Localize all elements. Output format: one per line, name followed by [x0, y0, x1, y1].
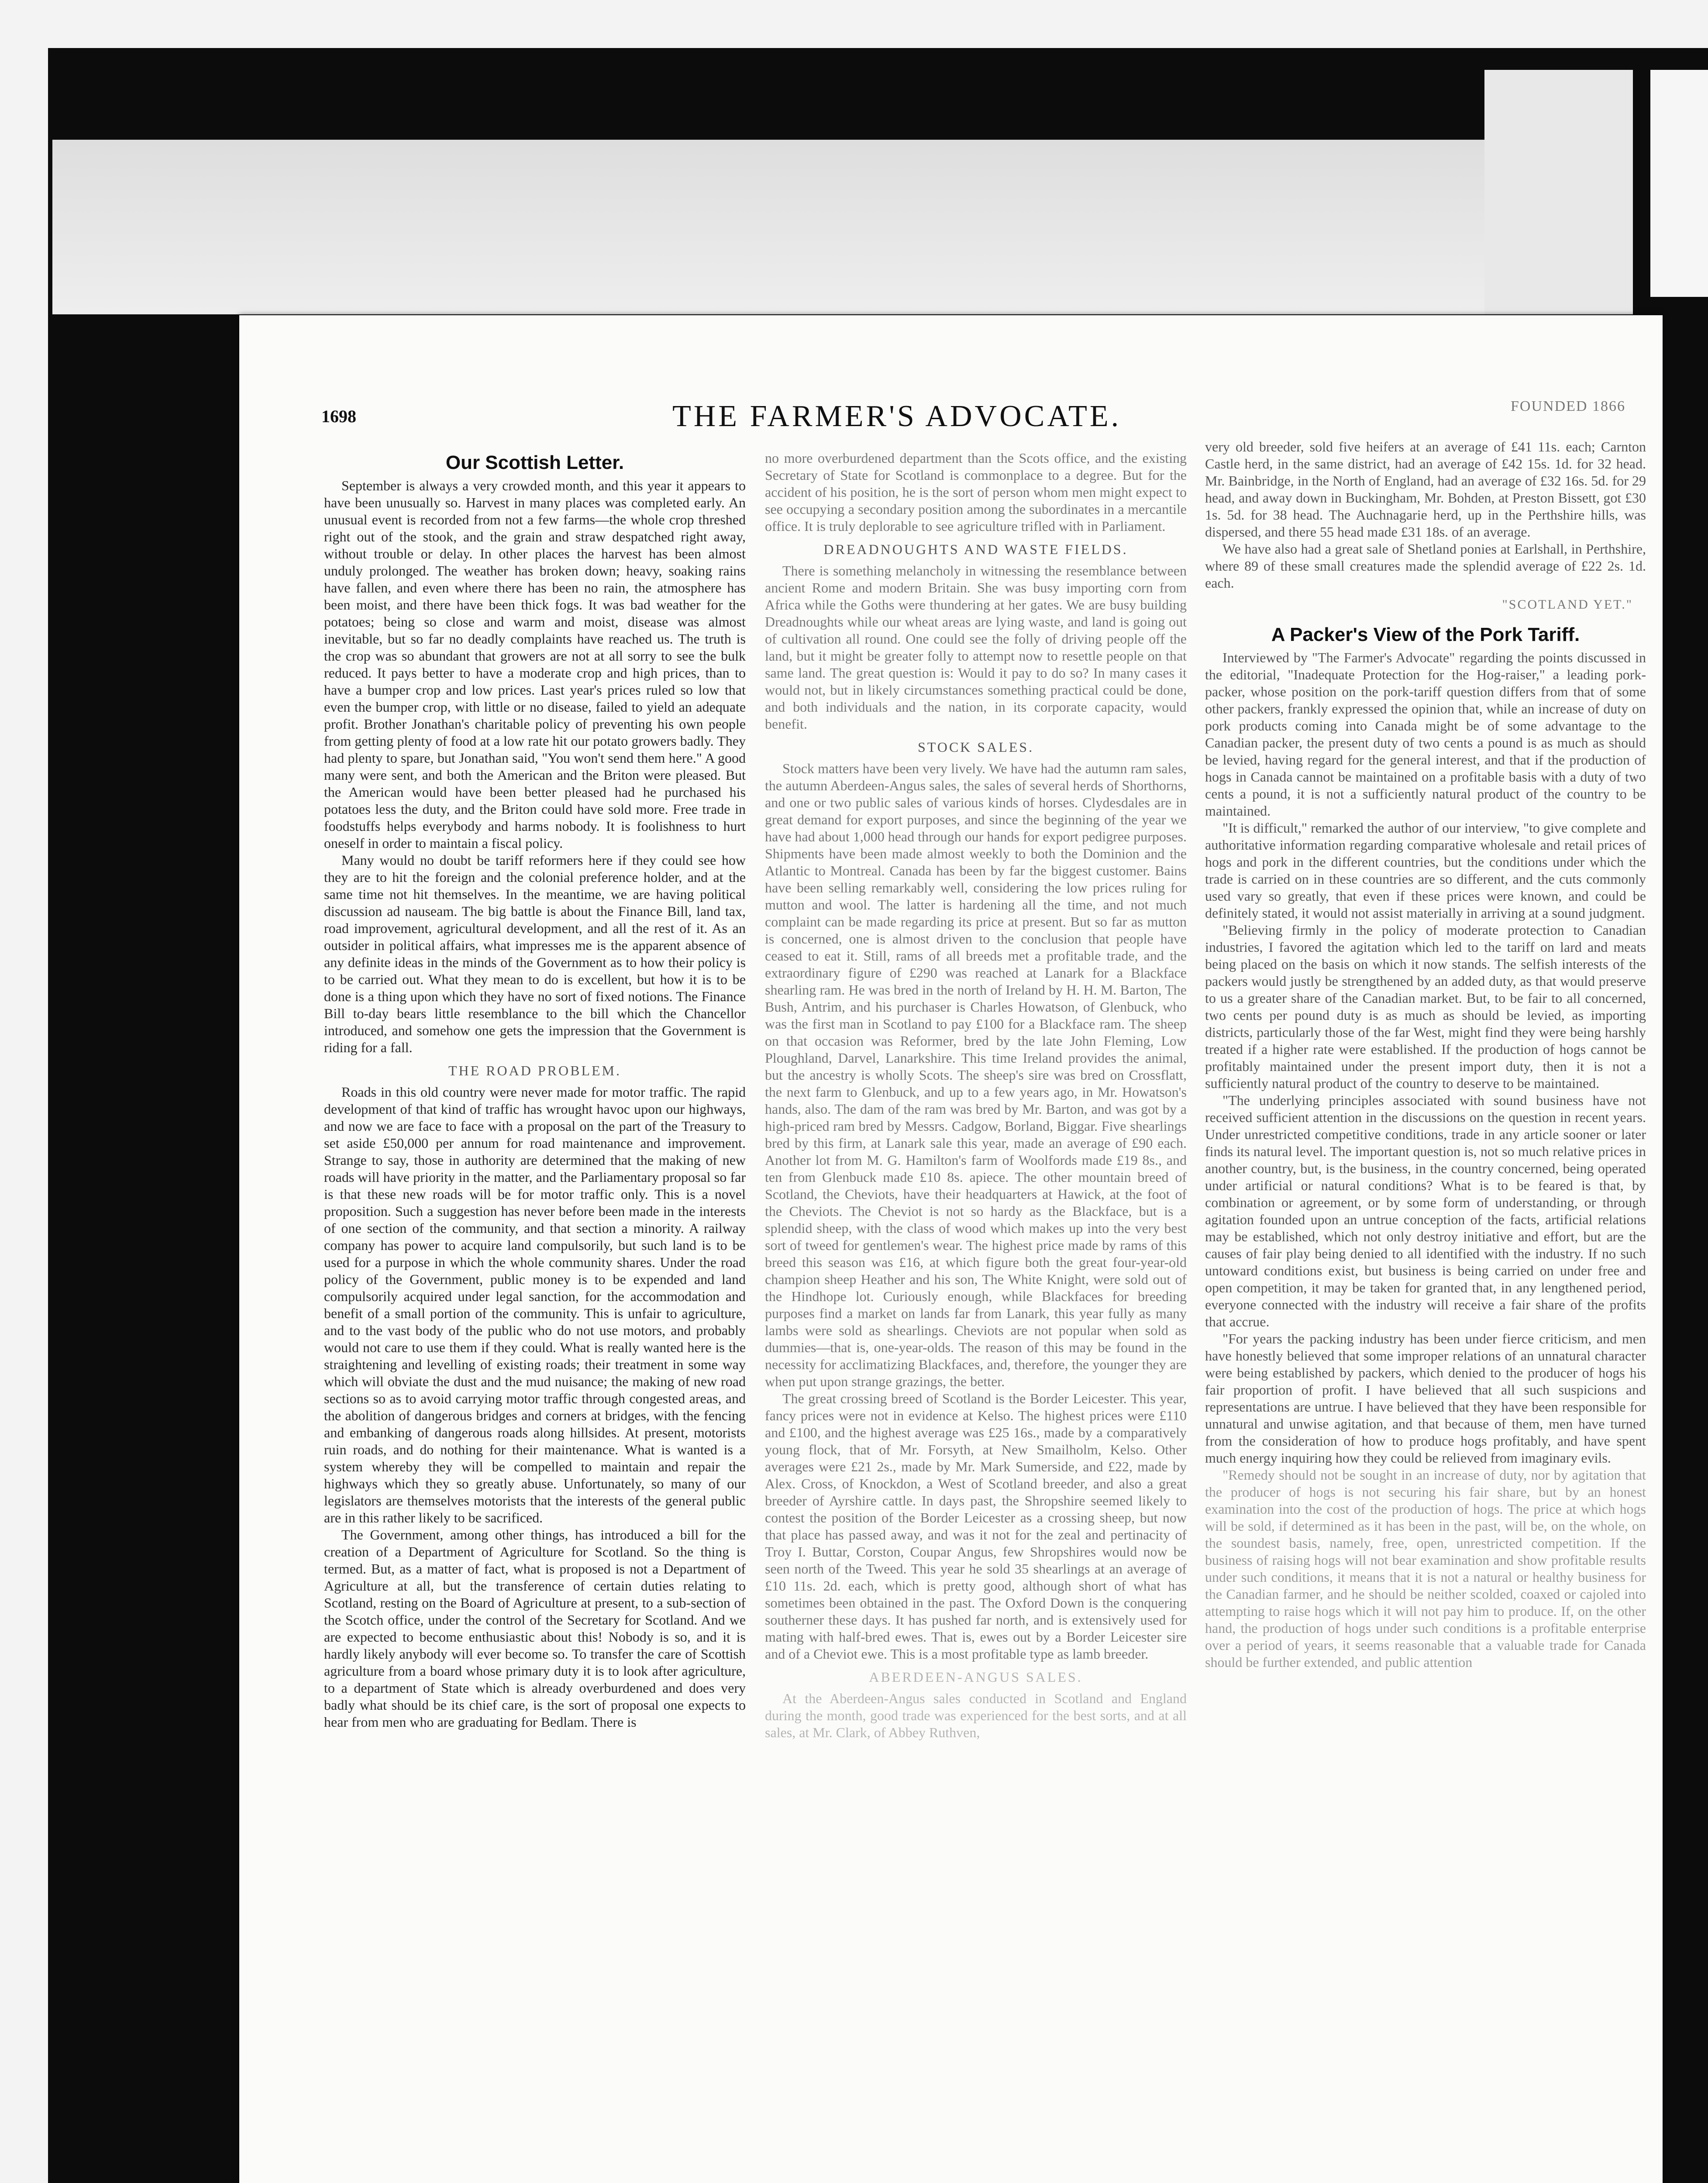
article-paragraph: "Remedy should not be sought in an increase of duty, nor by agitation that the producer of hogs is not securing his fair share, but by an honest examination into the cost of the production of hogs. The price at which hogs will be sold, if determined as it has been in the past, will be, on the whole, on the soundest basis, namely, free, open, unrestricted competition. If the business of raising hogs will not bear examination and show profitable results under such conditions, it means that it is not a natural or healthy business for the Canadian farmer, and he should be neither scolded, coaxed or cajoled into attempting to raise hogs which it will not pay him to produce. If, on the other hand, the production of hogs under such conditions is a profitable enterprise over a period of years, it seems reasonable that a valuable trade for Canada should be further extended, and public attention — [1205, 1467, 1646, 1670]
masthead-title: THE FARMER'S ADVOCATE. — [672, 399, 1122, 433]
article-heading: A Packer's View of the Pork Tariff. — [1271, 624, 1580, 645]
article-paragraph: The Government, among other things, has introduced a bill for the creation of a Department of Agriculture for Scotland. So the thing is termed. But, as a matter of fact, what is proposed is not a Department of Agriculture at all, but the transference of certain duties relating to Scotland, resting on the Board of Agriculture at present, to a sub-section of the Scotch office, under the control of the Secretary for Scotland. And we are expected to become enthusiastic about this! Nobody is so, and it is hardly likely anybody will ever become so. To transfer the care of Scottish agriculture from a board whose primary duty it is to look after agriculture, to a department of State which is already overburdened and does very badly what should be its chief care, is the sort of proposal one expects to hear from men who are graduating for Bedlam. There is — [324, 1527, 746, 1730]
article-paragraph: We have also had a great sale of Shetland ponies at Earlshall, in Perthshire, where 89 of these small creatures made the splendid average of £22 2s. 1d. each. — [1205, 541, 1646, 591]
film-sprocket-strip — [1681, 70, 1708, 297]
section-subheading: ABERDEEN-ANGUS SALES. — [869, 1669, 1083, 1685]
article-heading: Our Scottish Letter. — [445, 452, 624, 473]
section-subheading: STOCK SALES. — [917, 739, 1034, 755]
article-paragraph: The great crossing breed of Scotland is the Border Leicester. This year, fancy prices were not in evidence at Kelso. The highest prices were £110 and £100, and the highest average was £25 16s., made by a comparatively young flock, that of Mr. Forsyth, at New Smailholm, Kelso. Other averages were £21 2s., made by Mr. Mark Sumerside, and £22, made by Alex. Cross, of Knockdon, a West of Scotland breeder, and also a great breeder of Ayrshire cattle. In days past, the Shropshire seemed likely to contest the position of the Border Leicester as a crossing sheep, but now that place has passed away, and was it not for the zeal and pertinacity of Troy I. Buttar, Corston, Coupar Angus, few Shropshires would now be seen north of the Tweed. This year he sold 35 shearlings at an average of £10 11s. 2d. each, which is pretty good, although short of what has sometimes been obtained in the past. The Oxford Down is the conquering southerner these days. It has pushed far north, and is extensively used for mating with half-bred ewes. That is, ewes out by a Border Leicester sire and of a Cheviot ewe. This is a most profitable type as lamb breeder. — [765, 1391, 1187, 1662]
founded-label: FOUNDED 1866 — [1511, 398, 1625, 414]
article-signature: "SCOTLAND YET." — [1502, 597, 1633, 612]
column-2 — [765, 450, 1187, 2183]
column-1 — [324, 454, 746, 2183]
column-3 — [1205, 438, 1646, 2183]
article-paragraph: There is something melancholy in witnessing the resemblance between ancient Rome and modern Britain. She was busy importing corn from Africa while the Goths were thundering at her gates. We are busy building Dreadnoughts while our wheat areas are lying waste, and land is going out of cultivation all round. One could see the folly of driving people off the land, but it might be greater folly to attempt now to resettle people on that same land. The great question is: Would it pay to do so? In many cases it would not, but in likely circumstances something practical could be done, and both individuals and the nation, in its corporate capacity, would benefit. — [765, 563, 1187, 732]
article-paragraph: Roads in this old country were never made for motor traffic. The rapid development of that kind of traffic has wrought havoc upon our highways, and now we are face to face with a proposal on the part of the Treasury to set aside £50,000 per annum for road maintenance and improvement. Strange to say, those in authority are determined that the making of new roads will have priority in the matter, and the Parliamentary proposal so far is that these new roads will be for motor traffic only. This is a novel proposition. Such a suggestion has never before been made in the interests of one section of the community, and that section a minority. A railway company has power to acquire land compulsorily, but such land is to be used for a purpose in which the whole community shares. Under the road policy of the Government, public money is to be expended and land compulsorily acquired under legal sanction, for the accommodation and benefit of a small portion of the community. This is unfair to agriculture, and to the vast body of the public who do not use motors, and probably would not care to use them if they could. What is really wanted here is the straightening and levelling of existing roads; their treatment in some way which will obviate the dust and the mud nuisance; the making of new road sections so as to avoid carrying motor traffic through congested areas, and the abolition of dangerous bridges and corners at bridges, with the fencing and embanking of dangerous roads along hillsides. At present, motorists ruin roads, and do nothing for their maintenance. What is wanted is a system whereby they will be compelled to maintain and repair the highways which they so greatly abuse. Unfortunately, so many of our legislators are themselves motorists that the interests of the general public are in this rather likely to be sacrificed. — [324, 1084, 746, 1525]
article-paragraph: very old breeder, sold five heifers at an average of £41 11s. each; Carnton Castle herd, in the same district, had an average of £42 15s. 1d. for 32 head. Mr. Bainbridge, in the North of England, had an average of £32 16s. 5d. for 29 head, and away down in Buckingham, Mr. Bohden, at Preston Bissett, got £30 1s. 5d. for 38 head. The Auchnagarie herd, up in the Perthshire hills, was dispersed, and there 55 head made £31 18s. of an average. — [1205, 439, 1646, 540]
article-paragraph: Stock matters have been very lively. We have had the autumn ram sales, the autumn Aberdeen-Angus sales, the sales of several herds of Shorthorns, and one or two public sales of various kinds of horses. Clydesdales are in great demand for export purposes, and since the beginning of the year we have had about 1,000 head through our hands for export pedigree purposes. Shipments have been made almost weekly to both the Dominion and the Atlantic to Montreal. Canada has been by far the biggest customer. Bains have been selling remarkably well, considering the low prices ruling for mutton and wool. The latter is hardening all the time, and not much complaint can be made regarding its price at present. But so far as mutton is concerned, one is almost driven to the conclusion that people have ceased to eat it. Still, rams of all breeds met a profitable trade, and the extraordinary figure of £290 was reached at Lanark for a Blackface shearling ram. He was bred in the north of Ireland by H. H. M. Barton, The Bush, Antrim, and his purchaser is Charles Howatson, of Glenbuck, who was the first man in Scotland to pay £100 for a Blackface ram. The sheep on that occasion was Reformer, bred by the late John Fleming, Low Ploughland, Darvel, Lanarkshire. This time Ireland provides the animal, but the ancestry is wholly Scots. The sheep's sire was bred on Crossflatt, the next farm to Glenbuck, and up to a few years ago, in Mr. Howatson's hands, also. The dam of the ram was bred by Mr. Barton, and was got by a high-priced ram bred by Messrs. Cadgow, Borland, Biggar. Five shearlings bred by this firm, at Lanark sale this year, made an average of £90 each. Another lot from M. G. Hamilton's farm of Woolfords made £19 8s., and ten from Glenbuck made £10 8s. apiece. The other mountain breed of Scotland, the Cheviots, have their headquarters at Hawick, at the foot of the Cheviots. The Cheviot is not so hardy as the Blackface, but is a splendid sheep, with the class of wood which makes up into the very best sort of tweed for gentlemen's wear. The highest price made by rams of this breed this season was £16, at which figure both the great four-year-old champion sheep Heather and his son, The White Knight, were sold out of the Hindhope lot. Curiously enough, while Blackfaces for breeding purposes find a market on lands far from Lanark, this year fully as many lambs were sold as shearlings. Cheviots are not popular when sold as dummies—that is, one-year-olds. The reason of this may be found in the necessity for acclimatizing Blackfaces, and, therefore, the younger they are when put upon strange grazings, the better. — [765, 761, 1187, 1389]
article-paragraph: "It is difficult," remarked the author of our interview, "to give complete and authoritative information regarding comparative wholesale and retail prices of hogs and pork in the different countries, but the conditions under which the trade is carried on in these countries are so different, and the cuts commonly used vary so greatly, that even if these prices were known, and could be definitely stated, it would not assist materially in arriving at a sound judgment. — [1205, 820, 1646, 921]
article-paragraph: September is always a very crowded month, and this year it appears to have been unusually so. Harvest in many places was completed early. An unusual event is recorded from not a few farms—the whole crop threshed right out of the stook, and the grain and straw despatched right away, without trouble or delay. In other places the harvest has been almost unduly prolonged. The weather has broken down; heavy, soaking rains have fallen, and even where there has been no rain, the atmosphere has been moist, and there have been thick fogs. It was bad weather for the potatoes; being so close and warm and moist, disease was almost inevitable, but so far no deadly complaints have reached us. The truth is the crop was so abundant that growers are not at all sorry to see the bulk reduced. It pays better to have a moderate crop and high prices, than to have a bumper crop and low prices. Last year's prices ruled so low that even the bumper crop, with little or no disease, failed to yield an adequate profit. Brother Jonathan's charitable policy of preventing his own people from getting plenty of food at a low rate hit our potato growers badly. They had plenty to spare, but Jonathan said, "You won't send them here." A good many were sent, and both the American and the Briton were pleased. But the American would have been better pleased had he purchased his potatoes less the duty, and the Briton could have sold more. Free trade in foodstuffs helps everybody and harms nobody. It is foolishness to hurt oneself in order to maintain a fiscal policy. — [324, 478, 746, 851]
article-paragraph: "The underlying principles associated with sound business have not received sufficient attention in the discussions on the question in recent years. Under unrestricted competitive conditions, trade in any article sooner or later finds its natural level. The important question is, not so much relative prices in another country, but, is the business, in the country concerned, being operated under artificial or natural conditions? What is to be feared is that, by combination or agreement, or by some form of understanding, or through agitation founded upon an untrue conception of the facts, artificial relations may be established, which not only destroy initiative and effort, but are the causes of fair play being denied to all identified with the industry. If no such untoward conditions exist, but business is being carried on under free and open competition, it may be taken for granted that, in any lengthened period, everyone connected with the industry will receive a fair share of the profits that accrue. — [1205, 1092, 1646, 1329]
film-sprocket-strip — [1650, 70, 1681, 297]
article-paragraph: "For years the packing industry has been under fierce criticism, and men have honestly believed that some improper relations of an unnatural character were being established by packers, which denied to the producer of hogs his fair proportion of profit. I have believed that all such suspicions and representations are untrue. I have believed that they have been responsible for unnatural and unwise agitation, and that because of them, men have turned from the consideration of how to produce hogs profitably, and have spent much energy inquiring how they could be relieved from imaginary evils. — [1205, 1331, 1646, 1466]
article-paragraph: no more overburdened department than the Scots office, and the existing Secretary of State for Scotland is commonplace to a degree. But for the accident of his position, he is the sort of person whom men might expect to see occupying a secondary position among the subordinates in a mercantile office. It is truly deplorable to see agriculture trifled with in Parliament. — [765, 450, 1187, 534]
film-left-edge — [0, 0, 48, 2183]
article-paragraph: At the Aberdeen-Angus sales conducted in Scotland and England during the month, good trade was experienced for the best sorts, and at all sales, at Mr. Clark, of Abbey Ruthven, — [765, 1691, 1187, 1740]
section-subheading: THE ROAD PROBLEM. — [448, 1063, 621, 1078]
overexposed-area-right — [1484, 70, 1633, 314]
overexposed-area — [52, 140, 1624, 314]
section-subheading: DREADNOUGHTS AND WASTE FIELDS. — [823, 541, 1128, 557]
article-paragraph: "Believing firmly in the policy of moderate protection to Canadian industries, I favored the agitation which led to the tariff on lard and meats being placed on the basis on which it now stands. The selfish interests of the packers would justly be strengthened by an added duty, as that would preserve to us a greater share of the Canadian market. But, to be fair to all concerned, two cents per pound duty is as much as should be levied, as importing districts, particularly those of the far West, might find they were being harshly treated if a higher rate were established. If the production of hogs cannot be profitably maintained under the present import duty, then it is not a sufficiently natural product of the country to deserve to be maintained. — [1205, 922, 1646, 1091]
article-paragraph: Many would no doubt be tariff reformers here if they could see how they are to hit the foreign and the colonial preference holder, and at the same time not hit themselves. In the meantime, we are having political discussion ad nauseam. The big battle is about the Finance Bill, land tax, road improvement, agricultural development, and all the rest of it. As an outsider in political affairs, what impresses me is the apparent absence of any definite ideas in the minds of the Government as to how their policy is to be carried out. What they mean to do is excellent, but how it is to be done is a thing upon which they have no sort of fixed notions. The Finance Bill to-day bears little resemblance to the bill which the Chancellor introduced, and somehow one gets the impression that the Government is riding for a fall. — [324, 852, 746, 1055]
film-top-edge — [0, 0, 1708, 48]
article-paragraph: Interviewed by "The Farmer's Advocate" regarding the points discussed in the editorial, "Inadequate Protection for the Hog-raiser," a leading pork-packer, whose position on the pork-tariff question differs from that of some other packers, frankly expressed the opinion that, while an increase of duty on pork products coming into Canada might be of some advantage to the Canadian packer, the present duty of two cents a pound is as much as should be levied, having regard for the general interest, and that if the production of hogs in Canada cannot be maintained on a profitable basis with a duty of two cents a pound, it is not a sufficiently natural product of the country to be maintained. — [1205, 650, 1646, 819]
page-number: 1698 — [321, 406, 356, 426]
